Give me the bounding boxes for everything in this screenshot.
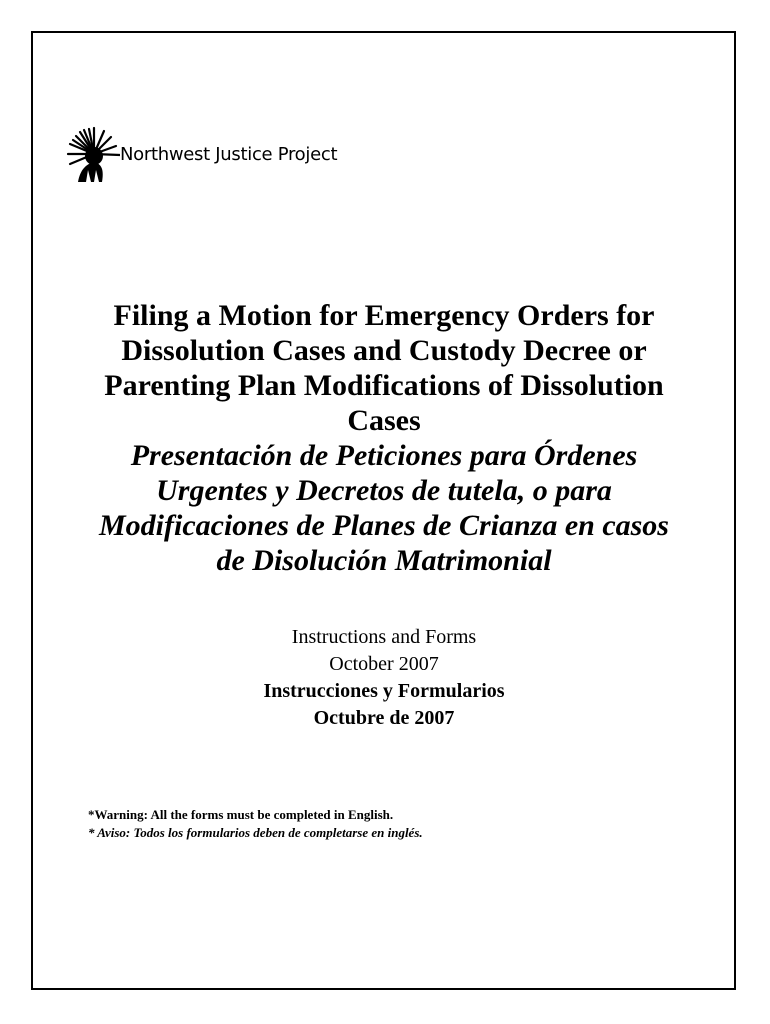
- title-spanish: [60, 438, 708, 578]
- instructions-spanish: Instrucciones y Formularios: [263, 680, 505, 702]
- title-spanish-line: de Disolución Matrimonial: [216, 544, 552, 577]
- title-english-line: Parenting Plan Modifications of Dissolution: [104, 369, 664, 402]
- warning-english: *Warning: All the forms must be completed in English.: [88, 807, 394, 822]
- organization-name: Northwest Justice Project: [120, 144, 338, 165]
- title-english-line: Filing a Motion for Emergency Orders for: [113, 299, 655, 332]
- organization-logo: [64, 124, 384, 188]
- title-spanish-line: Urgentes y Decretos de tutela, o para: [156, 474, 612, 507]
- warning-spanish: * Aviso: Todos los formularios deben de completarse en inglés.: [88, 825, 423, 840]
- title-spanish-line: Modificaciones de Planes de Crianza en casos: [99, 509, 669, 542]
- title-spanish-line: Presentación de Peticiones para Órdenes: [130, 439, 638, 472]
- warning-notice: [88, 806, 648, 842]
- date-english: October 2007: [329, 653, 439, 675]
- title-english: [60, 298, 708, 438]
- sunburst-hand-icon: [64, 124, 120, 188]
- document-subtitle: [60, 624, 708, 732]
- date-spanish: Octubre de 2007: [313, 707, 455, 729]
- instructions-english: Instructions and Forms: [291, 626, 477, 648]
- document-title: [60, 298, 708, 578]
- title-english-line: Cases: [347, 404, 421, 437]
- title-english-line: Dissolution Cases and Custody Decree or: [121, 334, 647, 367]
